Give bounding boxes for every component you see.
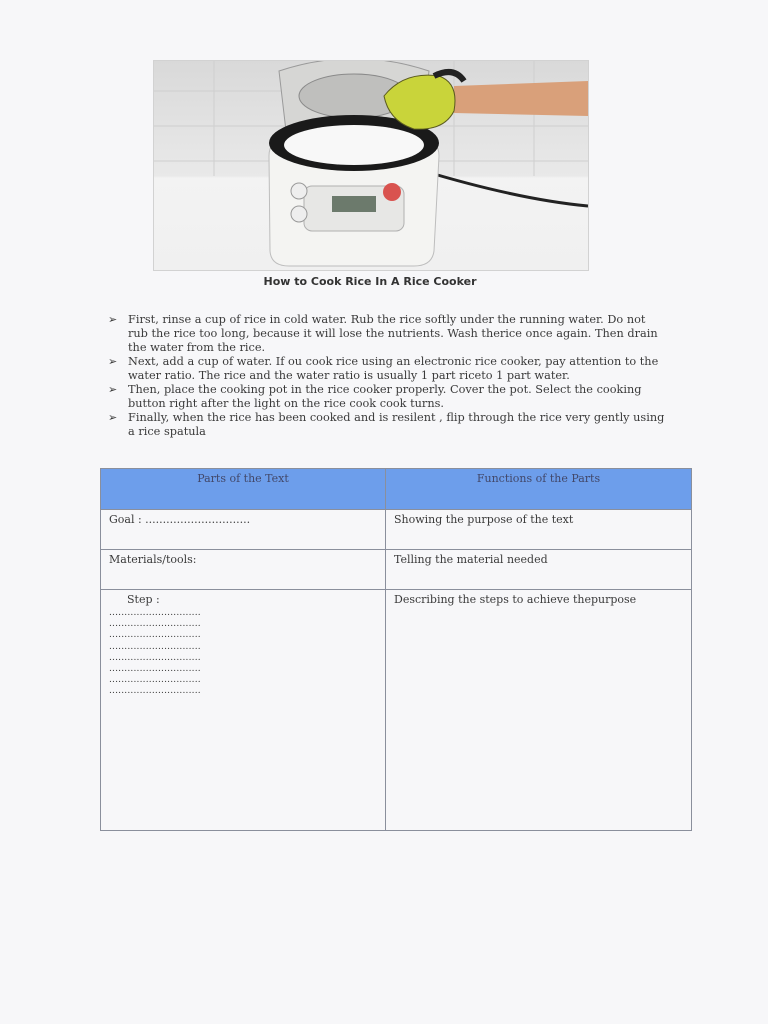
arrow-bullet-icon: ➢	[108, 313, 118, 326]
dotted-line: ..............................	[109, 664, 201, 675]
arrow-bullet-icon: ➢	[108, 411, 118, 424]
table-header-row	[101, 469, 692, 510]
dotted-line: ..............................	[109, 675, 201, 686]
table-row	[101, 550, 692, 590]
cell-goal-function: Showing the purpose of the text	[386, 510, 692, 550]
header-functions: Functions of the Parts	[386, 469, 692, 510]
steps-list	[108, 313, 668, 439]
table-row	[101, 590, 692, 831]
dotted-line: ..............................	[109, 608, 201, 618]
dotted-line: ..............................	[109, 630, 201, 641]
list-item	[108, 383, 668, 411]
cell-materials-function: Telling the material needed	[386, 550, 692, 590]
list-item	[108, 313, 668, 355]
step-text: First, rinse a cup of rice in cold water. Rub the rice softly under the running water. Do not rub the rice too long, because it will lose the nutrients. Wash therice once again. Then drain the water from the rice.	[128, 313, 658, 354]
step-label: Step :	[127, 593, 160, 606]
image-caption: How to Cook Rice In A Rice Cooker	[263, 275, 477, 288]
dotted-line: ..............................	[109, 619, 201, 630]
step-text: Then, place the cooking pot in the rice cooker properly. Cover the pot. Select the cooking button right after the light on the rice cook cook turns.	[128, 383, 642, 410]
cell-materials: Materials/tools:	[101, 550, 386, 590]
header-parts: Parts of the Text	[101, 469, 386, 510]
dotted-line: ..............................	[109, 641, 201, 652]
list-item	[108, 355, 668, 383]
dotted-line: ..............................	[109, 652, 201, 663]
cell-step-function: Describing the steps to achieve thepurpose	[386, 590, 692, 831]
dotted-line: ..............................	[109, 686, 201, 697]
cell-step	[101, 590, 386, 831]
step-text: Finally, when the rice has been cooked and is resilent , flip through the rice very gently using a rice spatula	[128, 411, 665, 438]
rice-cooker-photo	[153, 60, 589, 271]
cell-goal: Goal : ..............................	[101, 510, 386, 550]
table-row	[101, 510, 692, 550]
arrow-bullet-icon: ➢	[108, 383, 118, 396]
parts-table	[100, 468, 692, 831]
arrow-bullet-icon: ➢	[108, 355, 118, 368]
step-text: Next, add a cup of water. If ou cook rice using an electronic rice cooker, pay attention to the water ratio. The rice and the water ratio is usually 1 part riceto 1 part water.	[128, 355, 659, 382]
list-item	[108, 411, 668, 439]
